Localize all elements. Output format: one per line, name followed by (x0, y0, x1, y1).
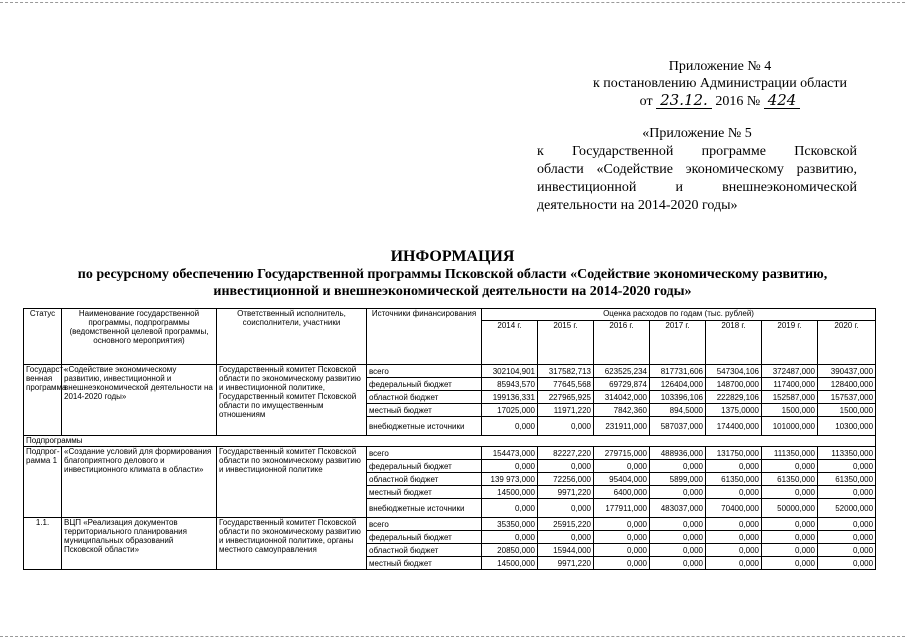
amount-cell: 0,000 (762, 486, 818, 499)
amount-cell: 279715,000 (594, 447, 650, 460)
amount-cell: 0,000 (706, 460, 762, 473)
page-top-edge (0, 2, 905, 3)
header-year: 2020 г. (818, 321, 876, 365)
funding-source-cell: внебюджетные источники (367, 417, 482, 436)
amount-cell: 0,000 (762, 557, 818, 570)
amount-cell: 0,000 (538, 499, 594, 518)
amount-cell: 35350,000 (482, 518, 538, 531)
executor-cell: Государственный комитет Псковской области по экономическому развитию и инвестиционной политике, Государственный комитет Псковской области по имущественным отношениям (217, 365, 367, 436)
subtitle-line-1: по ресурсному обеспечению Государственной программы Псковской области «Содействие экономическому развитию, (77, 267, 828, 282)
amount-cell: 70400,000 (706, 499, 762, 518)
amount-cell: 0,000 (650, 460, 706, 473)
amount-cell: 113350,000 (818, 447, 876, 460)
header-year: 2017 г. (650, 321, 706, 365)
amount-cell: 154473,000 (482, 447, 538, 460)
amount-cell: 77645,568 (538, 378, 594, 391)
amount-cell: 126404,000 (650, 378, 706, 391)
amount-cell: 547304,106 (706, 365, 762, 378)
status-cell: Подпрог-рамма 1 (24, 447, 62, 518)
amount-cell: 0,000 (594, 460, 650, 473)
amount-cell: 1500,000 (818, 404, 876, 417)
subprograms-label: Подпрограммы (24, 436, 876, 447)
amount-cell: 111350,000 (762, 447, 818, 460)
amount-cell: 0,000 (762, 518, 818, 531)
amount-cell: 0,000 (818, 531, 876, 544)
amount-cell: 7842,360 (594, 404, 650, 417)
amount-cell: 148700,000 (706, 378, 762, 391)
page-bottom-edge (0, 636, 905, 637)
header-year: 2015 г. (538, 321, 594, 365)
header-name: Наименование государственной программы, подпрограммы (ведомственной целевой программы, основного мероприятия) (62, 309, 217, 365)
annex-5-line-3: области «Содействие экономическому развитию, (537, 162, 857, 177)
amount-cell: 0,000 (538, 417, 594, 436)
amount-cell: 0,000 (762, 460, 818, 473)
amount-cell: 14500,000 (482, 557, 538, 570)
header-year: 2014 г. (482, 321, 538, 365)
amount-cell: 0,000 (818, 460, 876, 473)
amount-cell: 128400,000 (818, 378, 876, 391)
amount-cell: 302104,901 (482, 365, 538, 378)
amount-cell: 0,000 (650, 518, 706, 531)
amount-cell: 82227,220 (538, 447, 594, 460)
amount-cell: 52000,000 (818, 499, 876, 518)
amount-cell: 131750,000 (706, 447, 762, 460)
date-prefix: от (639, 94, 653, 109)
amount-cell: 0,000 (818, 486, 876, 499)
amount-cell: 0,000 (482, 460, 538, 473)
amount-cell: 0,000 (818, 544, 876, 557)
subprograms-row (24, 436, 876, 447)
amount-cell: 177911,000 (594, 499, 650, 518)
executor-cell: Государственный комитет Псковской области по экономическому развитию и инвестиционной политике, органы местного самоуправления (217, 518, 367, 570)
funding-source-cell: федеральный бюджет (367, 531, 482, 544)
annex-4-title: Приложение № 4 (668, 59, 772, 74)
document-subtitle (20, 266, 885, 300)
amount-cell: 488936,000 (650, 447, 706, 460)
table-row (24, 365, 876, 378)
amount-cell: 117400,000 (762, 378, 818, 391)
amount-cell: 0,000 (762, 531, 818, 544)
amount-cell: 15944,000 (538, 544, 594, 557)
amount-cell: 95404,000 (594, 473, 650, 486)
amount-cell: 0,000 (594, 518, 650, 531)
funding-source-cell: федеральный бюджет (367, 460, 482, 473)
amount-cell: 103396,106 (650, 391, 706, 404)
funding-source-cell: местный бюджет (367, 404, 482, 417)
table-row (24, 518, 876, 531)
amount-cell: 372487,000 (762, 365, 818, 378)
handwritten-date: 23.12. (656, 93, 712, 109)
amount-cell: 0,000 (650, 557, 706, 570)
program-name-cell: ВЦП «Реализация документов территориального планирования муниципальных образований Псковской области» (62, 518, 217, 570)
amount-cell: 317582,713 (538, 365, 594, 378)
amount-cell: 17025,000 (482, 404, 538, 417)
document-title: ИНФОРМАЦИЯ (390, 248, 515, 265)
amount-cell: 0,000 (538, 460, 594, 473)
amount-cell: 0,000 (650, 486, 706, 499)
funding-source-cell: внебюджетные источники (367, 499, 482, 518)
amount-cell: 222829,106 (706, 391, 762, 404)
table-row (24, 447, 876, 460)
amount-cell: 231911,000 (594, 417, 650, 436)
annex-5-title: «Приложение № 5 (642, 126, 752, 141)
resource-table (23, 308, 876, 570)
amount-cell: 0,000 (818, 557, 876, 570)
amount-cell: 227965,925 (538, 391, 594, 404)
amount-cell: 61350,000 (762, 473, 818, 486)
amount-cell: 174400,000 (706, 417, 762, 436)
status-cell: Государст-венная программа (24, 365, 62, 436)
amount-cell: 390437,000 (818, 365, 876, 378)
amount-cell: 61350,000 (818, 473, 876, 486)
amount-cell: 11971,220 (538, 404, 594, 417)
amount-cell: 0,000 (594, 531, 650, 544)
amount-cell: 817731,606 (650, 365, 706, 378)
subtitle-line-2: инвестиционной и внешнеэкономической деятельности на 2014-2020 годы» (213, 284, 692, 299)
executor-cell: Государственный комитет Псковской области по экономическому развитию и инвестиционной политике (217, 447, 367, 518)
amount-cell: 894,5000 (650, 404, 706, 417)
amount-cell: 1500,000 (762, 404, 818, 417)
amount-cell: 0,000 (762, 544, 818, 557)
amount-cell: 483037,000 (650, 499, 706, 518)
amount-cell: 0,000 (706, 486, 762, 499)
handwritten-number: 424 (764, 93, 801, 109)
header-year: 2018 г. (706, 321, 762, 365)
amount-cell: 0,000 (482, 531, 538, 544)
header-sources: Источники финансирования (367, 309, 482, 365)
header-status: Статус (24, 309, 62, 365)
amount-cell: 0,000 (482, 417, 538, 436)
amount-cell: 0,000 (594, 544, 650, 557)
table-body (24, 365, 876, 570)
funding-source-cell: местный бюджет (367, 486, 482, 499)
amount-cell: 0,000 (818, 518, 876, 531)
annex-5-line-4: инвестиционной и внешнеэкономической (537, 180, 857, 195)
funding-source-cell: местный бюджет (367, 557, 482, 570)
funding-source-cell: областной бюджет (367, 473, 482, 486)
status-cell: 1.1. (24, 518, 62, 570)
amount-cell: 10300,000 (818, 417, 876, 436)
amount-cell: 69729,874 (594, 378, 650, 391)
amount-cell: 9971,220 (538, 557, 594, 570)
amount-cell: 314042,000 (594, 391, 650, 404)
funding-source-cell: федеральный бюджет (367, 378, 482, 391)
amount-cell: 152587,000 (762, 391, 818, 404)
amount-cell: 0,000 (650, 544, 706, 557)
header-year: 2016 г. (594, 321, 650, 365)
amount-cell: 0,000 (650, 531, 706, 544)
header-year: 2019 г. (762, 321, 818, 365)
amount-cell: 0,000 (594, 557, 650, 570)
amount-cell: 72256,000 (538, 473, 594, 486)
year-label: 2016 № (715, 94, 761, 109)
amount-cell: 0,000 (706, 518, 762, 531)
funding-source-cell: всего (367, 365, 482, 378)
program-name-cell: «Содействие экономическому развитию, инвестиционной и внешнеэкономической деятельности на 2014-2020 годы» (62, 365, 217, 436)
annex-5-line-5: деятельности на 2014-2020 годы» (537, 198, 738, 213)
amount-cell: 14500,000 (482, 486, 538, 499)
amount-cell: 5899,000 (650, 473, 706, 486)
annex-4-date-line (560, 93, 880, 110)
funding-source-cell: всего (367, 447, 482, 460)
amount-cell: 20850,000 (482, 544, 538, 557)
amount-cell: 623525,234 (594, 365, 650, 378)
amount-cell: 6400,000 (594, 486, 650, 499)
annex-5-header (537, 125, 857, 215)
amount-cell: 587037,000 (650, 417, 706, 436)
amount-cell: 139 973,000 (482, 473, 538, 486)
funding-source-cell: областной бюджет (367, 544, 482, 557)
amount-cell: 61350,000 (706, 473, 762, 486)
amount-cell: 0,000 (482, 499, 538, 518)
annex-4-header (560, 58, 880, 110)
amount-cell: 0,000 (538, 531, 594, 544)
header-executor: Ответственный исполнитель, соисполнители, участники (217, 309, 367, 365)
amount-cell: 199136,331 (482, 391, 538, 404)
funding-source-cell: областной бюджет (367, 391, 482, 404)
amount-cell: 0,000 (706, 531, 762, 544)
funding-source-cell: всего (367, 518, 482, 531)
program-name-cell: «Создание условий для формирования благоприятного делового и инвестиционного климата в области» (62, 447, 217, 518)
amount-cell: 1375,0000 (706, 404, 762, 417)
amount-cell: 0,000 (706, 544, 762, 557)
amount-cell: 0,000 (706, 557, 762, 570)
amount-cell: 85943,570 (482, 378, 538, 391)
header-estimate: Оценка расходов по годам (тыс. рублей) (482, 309, 876, 321)
amount-cell: 101000,000 (762, 417, 818, 436)
amount-cell: 157537,000 (818, 391, 876, 404)
amount-cell: 25915,220 (538, 518, 594, 531)
amount-cell: 50000,000 (762, 499, 818, 518)
amount-cell: 9971,220 (538, 486, 594, 499)
annex-5-line-2: к Государственной программе Псковской (537, 144, 857, 159)
annex-4-reference: к постановлению Администрации области (593, 76, 847, 91)
